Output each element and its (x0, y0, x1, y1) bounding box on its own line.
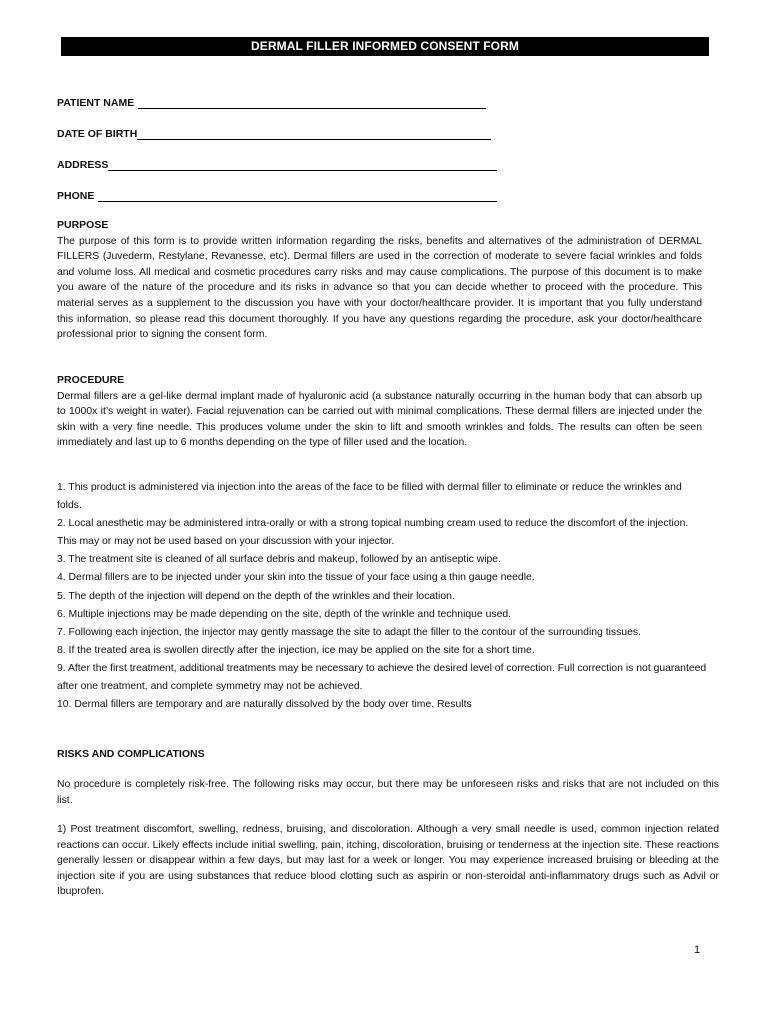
address-label: ADDRESS (57, 159, 109, 171)
list-item: 7. Following each injection, the injector may gently massage the site to adapt the filler to the contour of the surrounding tissues. (57, 626, 641, 638)
procedure-text: Dermal fillers are a gel-like dermal implant made of hyaluronic acid (a substance naturally occurring in the human body that can absorb up to 1000x it’s weight in water). Facial rejuvenation can be carried out with minimal complications. These dermal fillers are injected under the skin with a very fine needle. This produces volume under the skin to lift and smooth wrinkles and folds. The results can often be seen immediately and last up to 6 months depending on the type of filler used and the location. (57, 390, 702, 449)
patient-name-field[interactable] (57, 95, 486, 109)
dob-field[interactable] (57, 126, 491, 140)
procedure-section (57, 373, 702, 451)
list-item: 5. The depth of the injection will depend on the depth of the wrinkles and their location. (57, 590, 455, 602)
dob-line[interactable] (137, 128, 491, 140)
list-item: 1. This product is administered via injection into the areas of the face to be filled with dermal filler to eliminate or reduce the wrinkles and folds. (57, 482, 682, 512)
phone-line[interactable] (98, 190, 497, 202)
address-line[interactable] (108, 159, 497, 171)
address-field[interactable] (57, 157, 497, 171)
risks-intro: No procedure is completely risk-free. The following risks may occur, but there may be unforeseen risks and risks that are not included on this list. (57, 779, 719, 806)
patient-name-label: PATIENT NAME (57, 97, 135, 109)
purpose-section (57, 218, 702, 343)
patient-name-line[interactable] (138, 97, 486, 109)
list-item: 8. If the treated area is swollen directly after the injection, ice may be applied on the site for a short time. (57, 644, 535, 656)
list-item: 6. Multiple injections may be made depending on the site, depth of the wrinkle and technique used. (57, 608, 512, 620)
phone-label: PHONE (57, 190, 95, 202)
phone-field[interactable] (57, 188, 497, 202)
list-item: 4. Dermal fillers are to be injected under your skin into the tissue of your face using a thin gauge needle. (57, 572, 535, 584)
page-number: 1 (694, 944, 701, 956)
list-item: 2. Local anesthetic may be administered intra-orally or with a strong topical numbing cream used to reduce the discomfort of the injection. This may or may not be used based on your discussion with your injector. (57, 518, 689, 548)
procedure-steps-list (57, 479, 707, 714)
purpose-text: The purpose of this form is to provide written information regarding the risks, benefits and alternatives of the administration of DERMAL FILLERS (Juvederm, Restylane, Revanesse, etc). Dermal fillers are used in the correction of moderate to severe facial wrinkles and folds and volume loss. All medical and cosmetic procedures carry risks and may cause complications. The purpose of this document is to make you aware of the nature of the procedure and its risks in advance so that you can decide whether to proceed with the procedure. This material serves as a supplement to the discussion you have with your doctor/healthcare provider. It is important that you fully understand this information, so please read this document thoroughly. If you have any questions regarding the procedure, ask your doctor/healthcare professional prior to signing the consent form. (57, 235, 702, 341)
dob-label: DATE OF BIRTH (57, 128, 138, 140)
list-item: 10. Dermal fillers are temporary and are naturally dissolved by the body over time. Results (57, 699, 472, 711)
risks-heading-block (57, 747, 702, 763)
risk-item-1: 1) Post treatment discomfort, swelling, redness, bruising, and discoloration. Although a very small needle is used, common injection related reactions can occur. Likely effects include initial swelling, pain, itching, discoloration, bruising or tenderness at the injection site. These reactions generally lessen or disappear within a few days, but may last for a week or longer. You may experience increased bruising or bleeding at the injection site if you are using substances that reduce blood clotting such as aspirin or non-steroidal anti-inflammatory drugs such as Advil or Ibuprofen. (57, 824, 719, 898)
purpose-heading: PURPOSE (57, 219, 109, 231)
procedure-heading: PROCEDURE (57, 374, 125, 386)
risks-heading: RISKS AND COMPLICATIONS (57, 748, 205, 760)
form-title: DERMAL FILLER INFORMED CONSENT FORM (61, 37, 709, 56)
list-item: 3. The treatment site is cleaned of all surface debris and makeup, followed by an antiseptic wipe. (57, 554, 501, 566)
list-item: 9. After the first treatment, additional treatments may be necessary to achieve the desired level of correction. Full correction is not guaranteed after one treatment, and complete symmetry may not be achieved. (57, 662, 707, 693)
